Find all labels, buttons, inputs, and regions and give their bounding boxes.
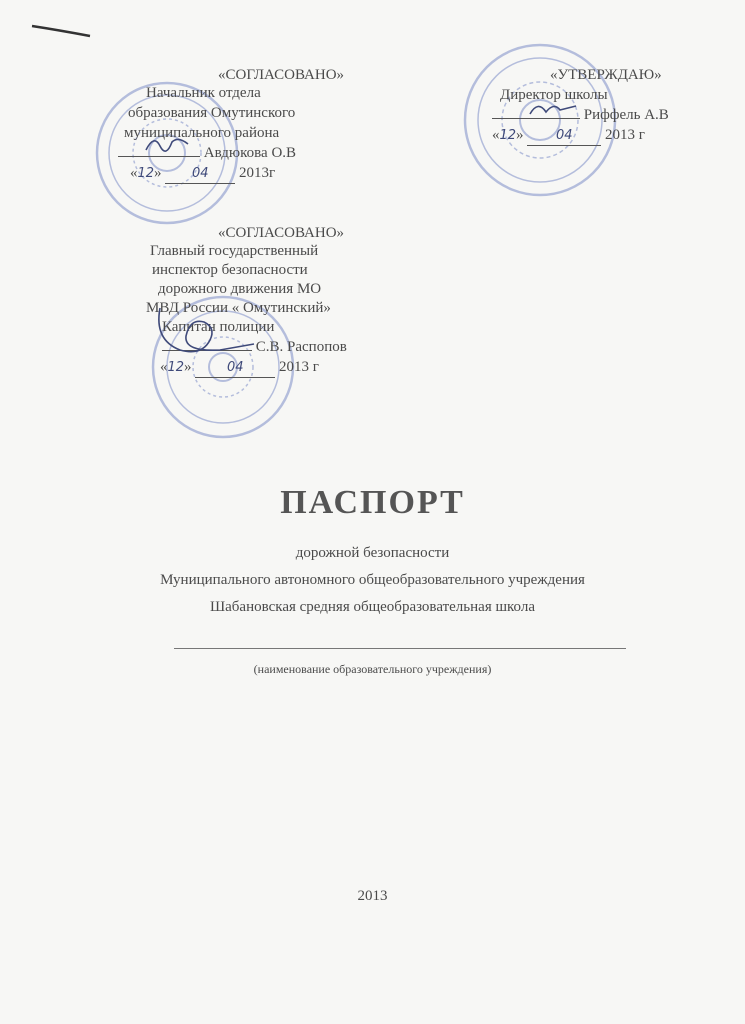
approval-2-date-month: 04 [227, 360, 244, 375]
approval-1-date-year: 2013г [239, 165, 276, 181]
approval-2-line4: МВД России « Омутинский» [146, 300, 331, 316]
institution-name-caption: (наименование образовательного учреждения) [253, 662, 492, 676]
document-year: 2013 [357, 888, 388, 904]
approval-1-date: «12» 04 2013г [130, 164, 275, 184]
signature-raspopov [150, 300, 260, 360]
approval-right-date-year: 2013 г [605, 127, 645, 143]
approval-right-name: Риффель А.В [583, 107, 669, 123]
approval-2-line2: инспектор безопасности [152, 262, 308, 278]
signature-avdyukova [142, 132, 192, 156]
approval-2-date-day: 12 [167, 360, 185, 375]
approval-2-date: «12» 04 2013 г [160, 358, 319, 378]
approval-1-line3: муниципального района [124, 125, 280, 141]
approval-heading-2: «СОГЛАСОВАНО» [218, 225, 345, 241]
approval-right-date: «12» 04 2013 г [492, 126, 645, 146]
pen-mark [28, 12, 98, 42]
approval-1-line1: Начальник отдела [146, 85, 261, 101]
document-title: ПАСПОРТ [280, 484, 465, 521]
document-subtitle-3: Шабановская средняя общеобразовательная школа [210, 599, 535, 615]
institution-name-underline [174, 648, 626, 649]
approval-heading-right: «УТВЕРЖДАЮ» [550, 67, 662, 83]
approval-2-line3: дорожного движения МО [158, 281, 322, 297]
approval-right-date-month: 04 [556, 128, 573, 143]
approval-2-date-year: 2013 г [279, 359, 319, 375]
approval-1-date-day: 12 [137, 166, 155, 181]
approval-2-name: С.В. Распопов [255, 339, 347, 355]
approval-2-line5: Капитан полиции [162, 319, 275, 335]
document-subtitle-2: Муниципального автономного общеобразовательного учреждения [160, 572, 585, 588]
document-subtitle-1: дорожной безопасности [295, 545, 450, 561]
signature-riffel [526, 98, 582, 120]
approval-1-name: Авдюкова О.В [203, 145, 297, 161]
approval-right-line1: Директор школы [500, 87, 608, 103]
approval-right-date-day: 12 [499, 128, 517, 143]
approval-1-line2: образования Омутинского [128, 105, 296, 121]
approval-heading-1: «СОГЛАСОВАНО» [218, 67, 345, 83]
approval-1-date-month: 04 [192, 166, 209, 181]
approval-2-line1: Главный государственный [150, 243, 319, 259]
